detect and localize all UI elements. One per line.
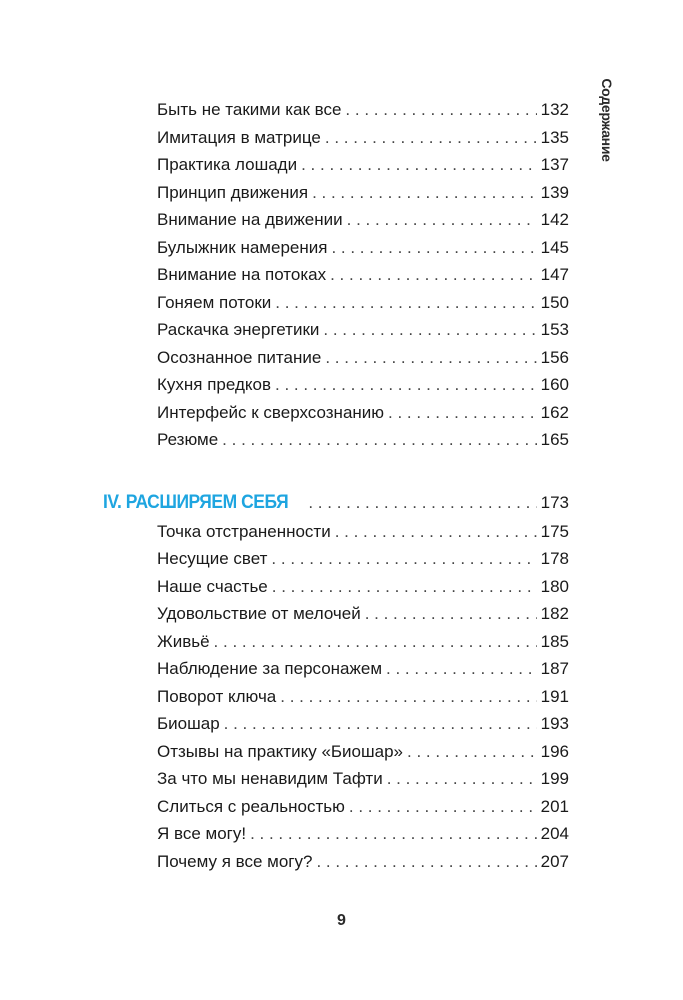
toc-entry-title: Булыжник намерения	[157, 238, 328, 257]
toc-entry[interactable]	[157, 427, 569, 453]
toc-entry-page: 178	[540, 549, 569, 568]
toc-entry[interactable]	[157, 207, 569, 233]
toc-entry[interactable]	[157, 684, 569, 710]
toc-entry-page: 132	[540, 100, 569, 119]
toc-entry[interactable]	[157, 372, 569, 398]
leader-dots	[347, 207, 537, 233]
toc-entry-page: 139	[540, 183, 569, 202]
toc-entry-page: 156	[540, 348, 569, 367]
running-header-text: Содержание	[599, 78, 615, 162]
leader-dots	[387, 766, 537, 792]
toc-entry[interactable]	[157, 235, 569, 261]
toc-entry-title: Слиться с реальностью	[157, 797, 345, 816]
toc-entry-page: 162	[540, 403, 569, 422]
toc-entry-page: 196	[540, 742, 569, 761]
toc-entry-title: Резюме	[157, 430, 219, 449]
leader-dots	[272, 574, 537, 600]
toc-entry-page: 160	[540, 375, 569, 394]
leader-dots	[386, 656, 537, 682]
toc-entry-page: 193	[540, 714, 569, 733]
leader-dots	[250, 821, 537, 847]
leader-dots	[312, 180, 537, 206]
toc-entry-title: Быть не такими как все	[157, 100, 342, 119]
leader-dots	[331, 235, 536, 261]
toc-entry-title: За что мы ненавидим Тафти	[157, 769, 383, 788]
toc-entry-page: 201	[540, 797, 569, 816]
toc-entry-title: Гоняем потоки	[157, 293, 272, 312]
leader-dots	[275, 290, 536, 316]
toc-entry-title: Точка отстраненности	[157, 522, 331, 541]
leader-dots	[316, 849, 536, 875]
toc-entry[interactable]	[157, 152, 569, 178]
toc-entry[interactable]	[157, 711, 569, 737]
toc-entry-page: 199	[540, 769, 569, 788]
toc-entry-title: Я все могу!	[157, 824, 247, 843]
leader-dots	[345, 97, 536, 123]
toc-entry[interactable]	[157, 519, 569, 545]
leader-dots	[325, 345, 536, 371]
toc-entry[interactable]	[157, 125, 569, 151]
toc-entry[interactable]	[157, 794, 569, 820]
leader-dots	[325, 125, 537, 151]
toc-entry[interactable]	[157, 180, 569, 206]
toc-entry-title: Внимание на движении	[157, 210, 343, 229]
toc-entry-title: Внимание на потоках	[157, 265, 327, 284]
section-page: 173	[540, 493, 569, 512]
leader-dots	[271, 546, 536, 572]
toc-entry-page: 147	[540, 265, 569, 284]
toc-entry[interactable]	[157, 97, 569, 123]
toc-entry[interactable]	[157, 849, 569, 875]
toc-entry-page: 175	[540, 522, 569, 541]
leader-dots	[301, 152, 537, 178]
toc-entry-page: 142	[540, 210, 569, 229]
toc-entry-title: Кухня предков	[157, 375, 271, 394]
toc-entry-title: Биошар	[157, 714, 220, 733]
toc-entry-page: 204	[540, 824, 569, 843]
page-number: 9	[337, 912, 346, 929]
toc-entry-title: Наше счастье	[157, 577, 268, 596]
toc-entry-page: 145	[540, 238, 569, 257]
leader-dots	[308, 490, 536, 516]
toc-entry[interactable]	[157, 290, 569, 316]
toc-entry[interactable]	[157, 601, 569, 627]
toc-entry-page: 185	[540, 632, 569, 651]
toc-entry[interactable]	[157, 821, 569, 847]
toc-entry[interactable]	[157, 546, 569, 572]
leader-dots	[330, 262, 537, 288]
toc-entry-title: Поворот ключа	[157, 687, 277, 706]
toc-entry-title: Живьё	[157, 632, 210, 651]
toc-entry[interactable]	[157, 574, 569, 600]
toc-entry-title: Осознанное питание	[157, 348, 322, 367]
toc-section-heading[interactable]	[103, 490, 569, 516]
leader-dots	[224, 711, 537, 737]
leader-dots	[407, 739, 537, 765]
leader-dots	[280, 684, 536, 710]
toc-entry-title: Интерфейс к сверхсознанию	[157, 403, 385, 422]
leader-dots	[214, 629, 537, 655]
toc-entry-page: 182	[540, 604, 569, 623]
toc-entry-page: 153	[540, 320, 569, 339]
leader-dots	[349, 794, 537, 820]
toc-entry-title: Раскачка энергетики	[157, 320, 320, 339]
toc-entry[interactable]	[157, 629, 569, 655]
toc-entry[interactable]	[157, 400, 569, 426]
toc-entry[interactable]	[157, 317, 569, 343]
toc-entry-page: 150	[540, 293, 569, 312]
leader-dots	[222, 427, 536, 453]
toc-entry-page: 137	[540, 155, 569, 174]
toc-entry-page: 187	[540, 659, 569, 678]
toc-entry[interactable]	[157, 739, 569, 765]
toc-entry-title: Почему я все могу?	[157, 852, 313, 871]
toc-entry-page: 180	[540, 577, 569, 596]
running-header	[593, 75, 621, 165]
leader-dots	[335, 519, 537, 545]
toc-entry-title: Принцип движения	[157, 183, 309, 202]
toc-entry-page: 207	[540, 852, 569, 871]
toc-entry-title: Отзывы на практику «Биошар»	[157, 742, 404, 761]
toc-entry-title: Практика лошади	[157, 155, 298, 174]
toc-entry-title: Удовольствие от мелочей	[157, 604, 361, 623]
toc-entry[interactable]	[157, 262, 569, 288]
leader-dots	[365, 601, 537, 627]
leader-dots	[275, 372, 537, 398]
toc-entry-title: Имитация в матрице	[157, 128, 321, 147]
toc-entry-page: 191	[540, 687, 569, 706]
toc-entry[interactable]	[157, 656, 569, 682]
leader-dots	[323, 317, 536, 343]
section-title: IV. РАСШИРЯЕМ СЕБЯ	[103, 492, 289, 513]
toc-entry-page: 135	[540, 128, 569, 147]
leader-dots	[388, 400, 537, 426]
toc-entry-title: Наблюдение за персонажем	[157, 659, 383, 678]
toc-entry[interactable]	[157, 345, 569, 371]
toc-entry[interactable]	[157, 766, 569, 792]
toc-entry-page: 165	[540, 430, 569, 449]
toc-entry-title: Несущие свет	[157, 549, 268, 568]
